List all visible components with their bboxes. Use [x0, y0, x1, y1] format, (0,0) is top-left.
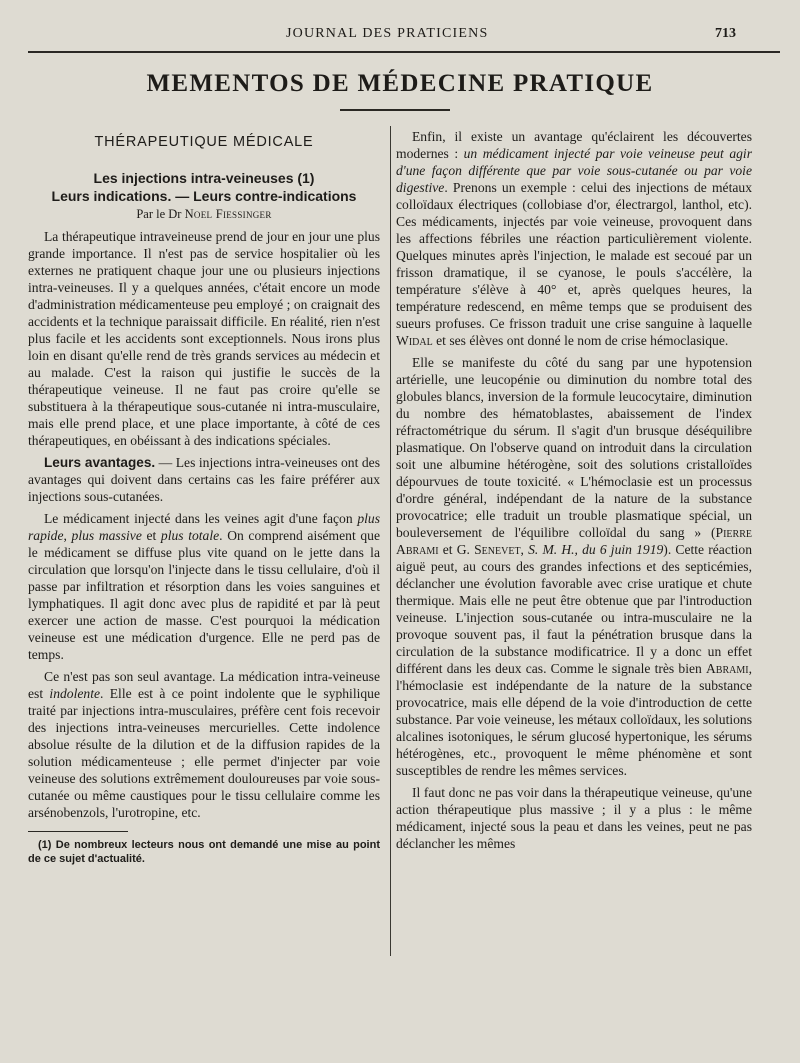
small-caps-run: Widal: [396, 333, 433, 348]
italic-run: indolente: [49, 686, 101, 701]
section-heading: THÉRAPEUTIQUE MÉDICALE: [94, 134, 314, 150]
text-run: ). Cette réaction aiguë peut, au cours des grandes infections et des septicémies, déclancher une évolution favorable avec crise uratique et chute thermique. Mais elle ne peut être obtenue que par l'introduction veineuse. L'injection sous-cutanée ou intra-musculaire ne la provoque souvent pas, il faut la pénétration brusque dans la circulation de la substance modificatrice. Il y a donc un effet différent dans les deux cas. Comme le signale très bien: [396, 542, 752, 676]
italic-run: un médicament injecté par voie veineuse peut agir d'une façon différente que par voie sous-cutanée ou par voie digestive: [396, 146, 752, 195]
running-head: [0, 26, 800, 44]
text-run: . Prenons un exemple : celui des injections de métaux colloïdaux électriques (collobiase d'or, électrargol, lanthol, etc). Ces médicaments, injectés par voie veineuse, provoquent dans les affections fébriles une réaction particulièrement violente. Quelques minutes après l'injection, le malade est secoué par un frisson dramatique, il se cyanose, le pouls s'accélère, la température s'élève à 40° et, après quelques heures, la température redescend, en même temps que se produisent des sueurs profuses. Ce frisson traduit une crise sanguine à laquelle: [396, 180, 752, 331]
right-paragraph-3: Il faut donc ne pas voir dans la thérapeutique veineuse, qu'une action thérapeutique plus massive ; il y a plus : le même médicament, injecté sous la peau et dans les veines, peut ne pas déclancher les mêmes: [396, 785, 752, 851]
footnote-rule: [28, 831, 128, 832]
text-run: , l'hémoclasie est indépendante de la nature de la substance provocatrice, mais elle dépend de la voie d'introduction de cette substance. Par voie veineuse, les métaux colloïdaux, les solutions alcalines isotoniques, le sérum glucosé hypertonique, les sérums hétérogènes, etc., provoquent le même phénomène et sont susceptibles de rendre les mêmes services.: [396, 661, 753, 778]
text-run: Le médicament injecté dans les veines agit d'une façon: [44, 511, 358, 526]
left-paragraph-3: [28, 510, 380, 663]
left-paragraph-4: [28, 668, 380, 821]
journal-name: JOURNAL DES PRATICIENS: [286, 26, 489, 41]
main-title: MEMENTOS DE MÉDECINE PRATIQUE: [146, 70, 654, 97]
italic-run: plus totale: [160, 528, 220, 543]
text-run: ,: [520, 542, 529, 557]
article-title-line2: Leurs indications. — Leurs contre-indications: [51, 188, 357, 204]
italic-run: plus massive: [71, 528, 142, 543]
text-run: Enfin, il existe un avantage qu'éclairent les découvertes modernes :: [396, 129, 752, 161]
text-run: et: [141, 528, 161, 543]
byline-author: Noel Fiessinger: [184, 207, 272, 221]
byline-prefix: Par le Dr: [136, 207, 182, 221]
subheading-avantages: Leurs avantages.: [44, 455, 156, 470]
text-run: Elle se manifeste du côté du sang par une hypotension artérielle, une leucopénie ou diminution du nombre total des globules blancs, inversion de la formule leucocytaire, diminution du nombre des hématoblastes, abaissement de l'index réfractométrique du sérum. Il s'agit d'un brusque déséquilibre plasmatique. On l'observe quand on introduit dans la circulation soit une albumine hétérogène, soit des solutions cristalloïdes dépourvues de toute toxicité. « L'hémoclasie est un processus d'ordre général, indépendant de la nature de la substance provocatrice; elle traduit un trouble plasmatique spécial, un bouleversement de l'équilibre colloïdal du sang » (: [396, 355, 752, 540]
left-paragraph-1: La thérapeutique intraveineuse prend de jour en jour une plus grande importance. Il n'est pas de service hospitalier où les externes ne pratiquent chaque jour une ou plusieurs injections intra-veineuses. Il y a quelques années, c'était encore un mode d'administration médicamenteuse peu employé ; on craignait des accidents et la technique paraissait difficile. En réalité, rien n'est plus facile et les accidents sont exceptionnels. Nous irons plus loin en disant qu'elle rend de très grands services au médecin et au malade. C'est la raison qui justifie le succès de la thérapeutique veineuse. Il ne faut pas croire qu'elle se substituera à la thérapeutique sous-cutanée ni intra-musculaire, mais elle prend place, et une place importante, à côté de ces thérapeutiques, en obéissant à des indications spéciales.: [28, 229, 380, 448]
italic-run: plus rapide: [28, 511, 380, 543]
small-caps-run: Abrami: [705, 661, 749, 676]
text-run: Ce n'est pas son seul avantage. La médication intra-veineuse est: [28, 669, 380, 701]
text-run: et ses élèves ont donné le nom de crise hémoclasique.: [432, 333, 729, 348]
small-caps-run: Pierre Abrami: [396, 525, 752, 557]
column-divider: [390, 126, 391, 956]
left-column: [28, 128, 380, 866]
left-paragraph-2-text: — Les injections intra-veineuses ont des avantages qui doivent dans certains cas les faire préférer aux injections sous-cutanées.: [28, 455, 380, 504]
text-run: . Elle est à ce point indolente que le syphilique traité par injections intra-musculaires, préfère cent fois recevoir des injections intra-veineuses mercurielles. Cette indolence absolue résulte de la dilution et de la diffusion rapides de la solution médicamenteuse ; elle permet d'injecter par voie veineuse des solutions extrêmement douloureuses par voie sous-cutanée ou même caustiques pour le tissu cellulaire comme les arsénobenzols, l'urotropine, etc.: [28, 686, 380, 820]
right-paragraph-2: [396, 354, 752, 779]
left-paragraph-2: [28, 454, 380, 505]
byline: [28, 206, 380, 223]
footnote: (1) De nombreux lecteurs nous ont demandé une mise au point de ce sujet d'actualité.: [28, 839, 380, 865]
italic-run: S. M. H., du 6 juin 1919: [528, 542, 664, 557]
right-paragraph-1: [396, 128, 752, 349]
text-run: et G.: [438, 542, 475, 557]
right-column: [396, 128, 752, 857]
small-caps-run: Senevet: [474, 542, 521, 557]
text-run: . On comprend aisément que le médicament se diffuse plus vite quand on le jette dans la circulation que lorsqu'on l'injecte dans le tissu cellulaire, d'où il passe par infiltration et résorption dans les voies sanguines et lymphatiques. Il agit donc avec plus de rapidité et par là peut exercer une action de masse. C'est pourquoi la médication veineuse est une médication d'urgence. Elle ne perd pas de temps.: [28, 528, 380, 662]
article-title-line1: Les injections intra-veineuses (1): [93, 170, 315, 186]
title-rule: [340, 109, 450, 111]
text-run: ,: [63, 528, 72, 543]
page-number: 713: [715, 26, 736, 41]
header-rule: [28, 51, 780, 53]
